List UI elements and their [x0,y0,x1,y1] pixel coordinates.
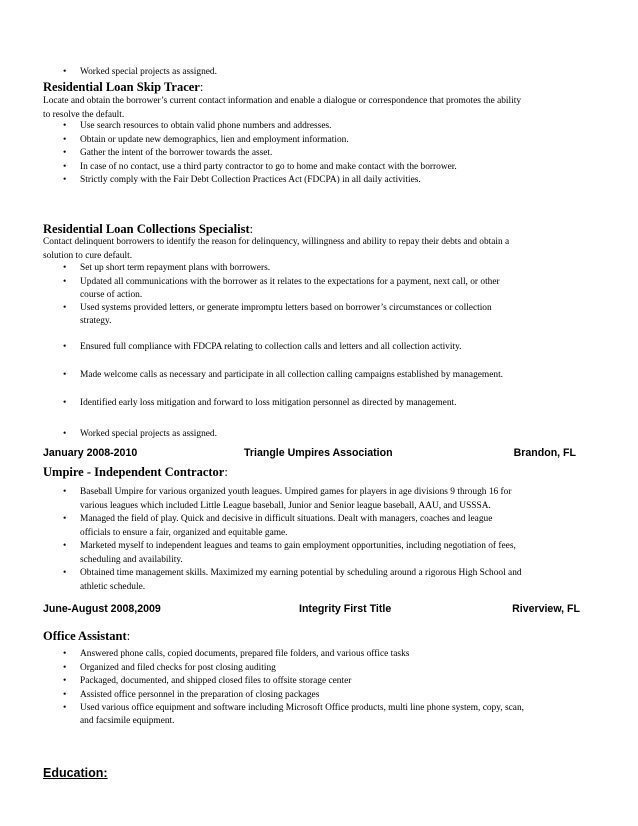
collections-bullets-5 [43,397,603,411]
list-item: • Strictly comply with the Fair Debt Collection Practices Act (FDCPA) in all daily activities. [43,174,603,188]
umpire-heading [43,465,228,480]
heading-colon: : [224,465,228,479]
collections-title: Residential Loan Collections Specialist [43,222,250,236]
list-item: • Identified early loss mitigation and forward to loss mitigation personnel as directed by management. [43,397,603,411]
skip-tracer-title: Residential Loan Skip Tracer [43,80,200,94]
umpire-title: Umpire - Independent Contractor [43,465,225,479]
bullet-continuation: officials to ensure a fair, organized and equitable game. [80,527,288,538]
list-item: • Used systems provided letters, or generate impromptu letters based on borrower’s circumstances or collection [43,302,603,316]
job-location: Riverview, FL [512,603,580,615]
list-item: • Worked special projects as assigned. [43,428,603,442]
list-item: • Obtain or update new demographics, lien and employment information. [43,134,603,148]
job-location: Brandon, FL [513,447,576,459]
list-item: • Made welcome calls as necessary and participate in all collection calling campaigns established by management. [43,369,603,383]
umpire-bullets [43,486,576,594]
heading-colon: : [199,80,204,94]
list-item: • Packaged, documented, and shipped closed files to offsite storage center [43,675,588,689]
list-item: • Answered phone calls, copied documents, prepared file folders, and various office tasks [43,648,588,662]
skip-tracer-description [43,95,603,122]
collections-description [43,236,603,263]
list-item: • In case of no contact, use a third party contractor to go to home and make contact with the borrower. [43,161,603,175]
bullet-continuation: athletic schedule. [80,581,146,592]
bullet-continuation: strategy. [80,316,112,326]
collections-bullets-2 [43,302,603,316]
umpire-bullet-list [43,486,576,500]
list-item: • Organized and filed checks for post closing auditing [43,662,588,676]
heading-colon: : [249,222,254,236]
heading-colon: : [126,629,131,643]
list-item: • Obtained time management skills. Maximized my earning potential by scheduling around a rigorous High School and [43,567,576,581]
collections-bullets-3 [43,341,603,355]
office-bullets [43,648,588,716]
job-dates: June-August 2008,2009 [43,603,161,615]
list-item: • Ensured full compliance with FDCPA relating to collection calls and letters and all collection activity. [43,341,603,355]
list-item: • Used various office equipment and software including Microsoft Office products, multi line phone system, copy, scan, [43,702,588,716]
office-heading [43,629,130,644]
top-bullet-list [43,66,603,80]
list-item: • Marketed myself to independent leagues and teams to gain employment opportunities, including negotiation of fees, [43,540,576,554]
description-line: Contact delinquent borrowers to identify the reason for delinquency, willingness and ability to repay their debts and obtain a [43,237,510,247]
skip-tracer-heading [43,80,203,95]
job-dates: January 2008-2010 [43,447,138,459]
bullet-continuation: and facsimile equipment. [80,716,175,726]
umpire-job-row [43,447,576,463]
list-item: • Assisted office personnel in the preparation of closing packages [43,689,588,703]
list-item: • Updated all communications with the borrower as it relates to the expectations for a payment, next call, or other [43,276,603,290]
collections-heading [43,222,253,237]
list-item: • Baseball Umpire for various organized youth leagues. Umpired games for players in age divisions 9 through 16 for [43,486,576,500]
office-job-row [43,603,580,619]
bullet-continuation: scheduling and availability. [80,554,183,565]
list-item: • Managed the field of play. Quick and decisive in difficult situations. Dealt with managers, coaches and league [43,513,576,527]
education-heading: Education: [43,766,108,780]
list-item: • Worked special projects as assigned. [43,66,603,80]
list-item: • Use search resources to obtain valid phone numbers and addresses. [43,120,603,134]
umpire-bullet-list [43,567,576,581]
umpire-bullet-list [43,513,576,527]
collections-bullets-4 [43,369,603,383]
description-line: to resolve the default. [43,109,125,120]
collections-bullets [43,262,603,289]
list-item: • Set up short term repayment plans with borrowers. [43,262,603,276]
umpire-bullet-list [43,540,576,554]
description-line: solution to cure default. [43,250,133,261]
list-item: • Gather the intent of the borrower towards the asset. [43,147,603,161]
collections-bullets-6 [43,428,603,442]
description-line: Locate and obtain the borrower’s current contact information and enable a dialogue or correspondence that promotes the ability [43,96,522,106]
bullet-continuation: various leagues which included Little League baseball, Junior and Senior league baseball, AAU, and USSSA. [80,500,491,511]
job-company: Integrity First Title [299,603,392,615]
bullet-continuation: course of action. [80,290,143,300]
skip-tracer-bullets [43,120,603,188]
office-title: Office Assistant [43,629,127,643]
job-company: Triangle Umpires Association [244,447,393,459]
